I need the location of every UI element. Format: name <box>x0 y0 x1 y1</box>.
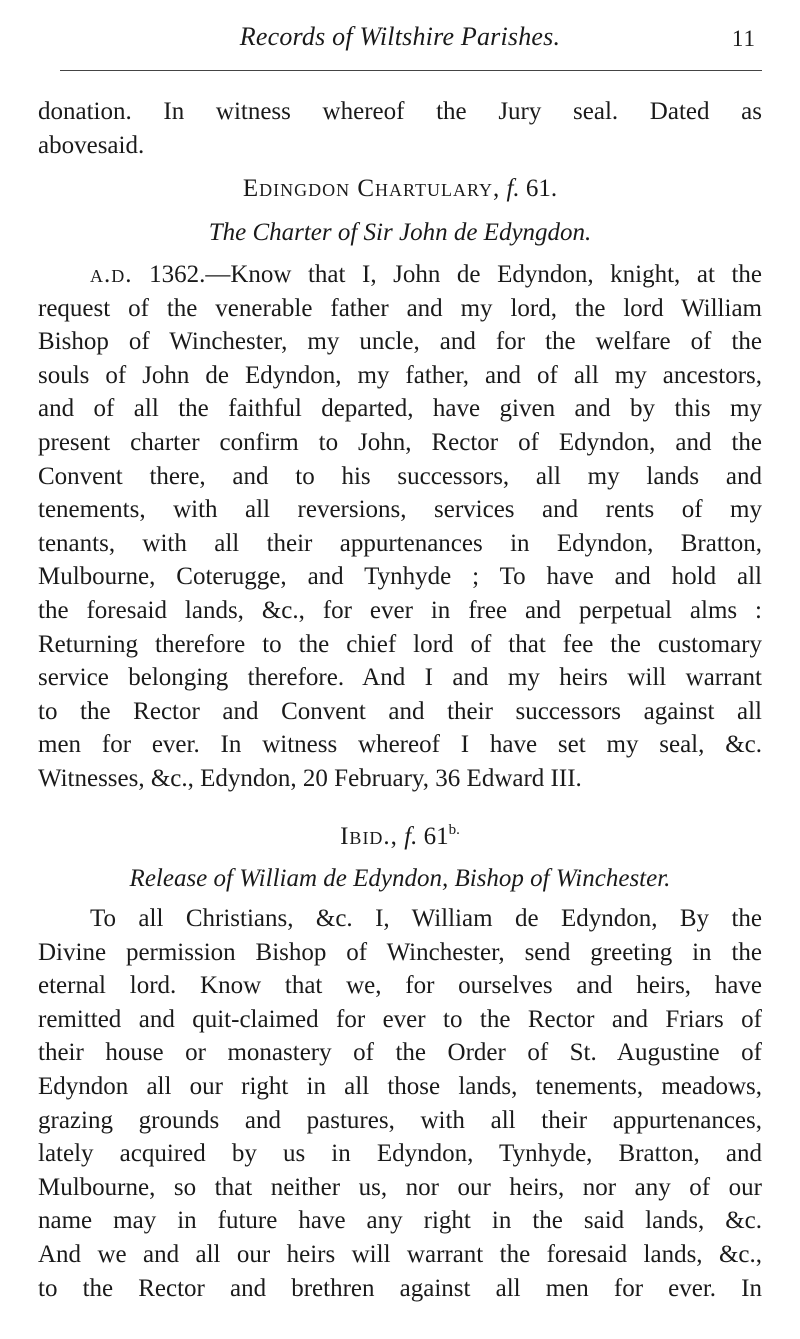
text-line: Returning therefore to the chief lord of that fee the customary <box>38 630 762 658</box>
date-prefix: a.d. <box>90 261 133 288</box>
heading-folio-number: 61 <box>423 823 449 850</box>
text-line: tenements, with all reversions, services and rents of my <box>38 496 762 524</box>
header-rule <box>60 70 762 71</box>
text-line: Bishop of Winchester, my uncle, and for the welfare of the <box>38 328 762 356</box>
heading-folio-abbrev: f. <box>404 823 418 850</box>
text-line: to the Rector and brethren against all men for ever. In <box>38 1274 762 1302</box>
text-line: Edyndon all our right in all those lands, tenements, meadows, <box>38 1072 762 1100</box>
text-line: remitted and quit-claimed for ever to the Rector and Friars of <box>38 1005 762 1033</box>
section-heading <box>38 172 762 206</box>
text-line: and of all the faithful departed, have given and by this my <box>38 395 762 423</box>
text-line: Convent there, and to his successors, all my lands and <box>38 462 762 490</box>
page-number: 11 <box>731 26 756 51</box>
release-paragraph <box>38 902 762 1305</box>
section-subtitle: The Charter of Sir John de Edyngdon. <box>208 219 592 246</box>
text-line <box>38 258 762 292</box>
text-line: their house or monastery of the Order of St. Augustine of <box>38 1039 762 1067</box>
text-line: lately acquired by us in Edyndon, Tynhyde, Bratton, and <box>38 1140 762 1168</box>
text-line: tenants, with all their appurtenances in Edyndon, Bratton, <box>38 529 762 557</box>
section-subtitle: Release of William de Edyndon, Bishop of Winchester. <box>129 865 671 892</box>
text-line: men for ever. In witness whereof I have set my seal, &c. <box>38 731 762 759</box>
text-line: To all Christians, &c. I, William de Edyndon, By the <box>90 905 762 932</box>
text-line: present charter confirm to John, Rector of Edyndon, and the <box>38 428 762 456</box>
opening-paragraph <box>38 95 762 162</box>
running-title: Records of Wiltshire Parishes. <box>239 22 561 51</box>
section-heading <box>38 820 762 854</box>
text-line: eternal lord. Know that we, for ourselves and heirs, have <box>38 972 762 1000</box>
heading-folio-abbrev: f. <box>506 175 520 202</box>
heading-folio-superscript: b. <box>448 822 460 838</box>
text-line: abovesaid. <box>38 131 145 159</box>
text-line: grazing grounds and pastures, with all their appurtenances, <box>38 1106 762 1134</box>
text-line: service belonging therefore. And I and my heirs will warrant <box>38 664 762 692</box>
text-line: And we and all our heirs will warrant the foresaid lands, &c., <box>38 1240 762 1268</box>
text-line: Mulbourne, Coterugge, and Tynhyde ; To have and hold all <box>38 563 762 591</box>
text-line: request of the venerable father and my lord, the lord William <box>38 294 762 322</box>
text-line: donation. In witness whereof the Jury seal. Dated as <box>38 98 762 125</box>
text-line-content: 1362.—Know that I, John de Edyndon, knight, at the <box>149 261 763 288</box>
text-line: to the Rector and Convent and their successors against all <box>38 697 762 725</box>
heading-folio-number: 61. <box>525 175 558 202</box>
text-line: Mulbourne, so that neither us, nor our heirs, nor any of our <box>38 1173 762 1201</box>
running-head <box>38 18 762 58</box>
text-line: name may in future have any right in the said lands, &c. <box>38 1207 762 1235</box>
text-line: souls of John de Edyndon, my father, and of all my ancestors, <box>38 361 762 389</box>
text-line: Witnesses, &c., Edyndon, 20 February, 36 Edward III. <box>38 764 582 792</box>
text-line: the foresaid lands, &c., for ever in free and perpetual alms : <box>38 596 762 624</box>
heading-source: Ibid., <box>340 823 398 850</box>
heading-source: Edingdon Chartulary, <box>242 175 501 202</box>
text-line: Divine permission Bishop of Winchester, send greeting in the <box>38 938 762 966</box>
charter-paragraph <box>38 258 762 796</box>
